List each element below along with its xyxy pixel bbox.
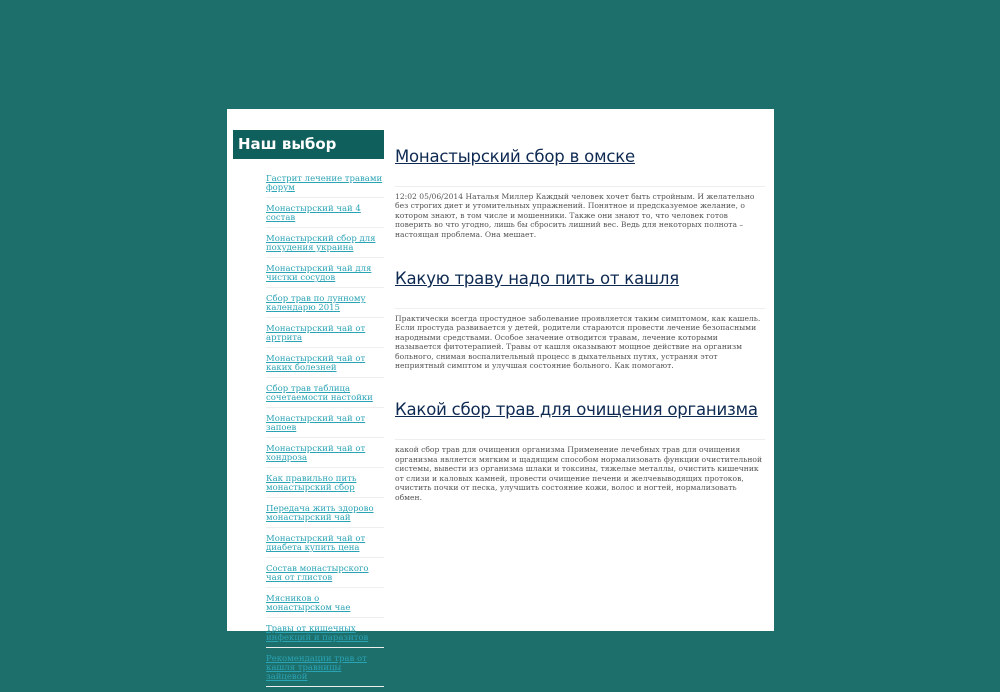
post xyxy=(395,400,765,501)
sidebar-link[interactable]: Как правильно пить монастырский сбор xyxy=(266,474,357,493)
sidebar-link[interactable]: Состав монастырского чая от глистов xyxy=(266,564,369,583)
sidebar-item xyxy=(266,623,384,648)
main-content xyxy=(395,147,765,532)
sidebar-item xyxy=(266,443,384,468)
sidebar-item xyxy=(266,473,384,498)
sidebar-item xyxy=(266,383,384,408)
sidebar-item xyxy=(266,563,384,588)
sidebar-link[interactable]: Рекомендации трав от кашля травницы зайцевой xyxy=(266,654,367,682)
sidebar-item xyxy=(266,533,384,558)
sidebar-item xyxy=(266,653,384,687)
post-title-link[interactable]: Какой сбор трав для очищения организма xyxy=(395,400,758,420)
sidebar-list xyxy=(233,159,384,687)
sidebar-title: Наш выбор xyxy=(233,130,384,159)
sidebar xyxy=(233,130,384,692)
page-container xyxy=(227,109,774,682)
sidebar-item xyxy=(266,413,384,438)
sidebar-link[interactable]: Травы от кишечных инфекций и паразитов xyxy=(266,624,369,643)
post xyxy=(395,147,765,239)
sidebar-item xyxy=(266,323,384,348)
sidebar-item xyxy=(266,293,384,318)
sidebar-link[interactable]: Передача жить здорово монастырский чай xyxy=(266,504,374,523)
post-divider xyxy=(395,439,765,440)
sidebar-item xyxy=(266,203,384,228)
post-divider xyxy=(395,308,765,309)
post xyxy=(395,269,765,370)
sidebar-link[interactable]: Монастырский чай от диабета купить цена xyxy=(266,534,366,553)
sidebar-link[interactable]: Гастрит лечение травами форум xyxy=(266,174,383,193)
post-excerpt: 12:02 05/06/2014 Наталья Миллер Каждый человек хочет быть стройным. И желательно без строгих диет и утомительных упражнений. Понятное и предсказуемое желание, о котором знают, в том числе и мошенники. Также они знают то, что человек готов поверить во что угодно, лишь бы сбросить лишний вес. Ведь для некоторых полнота – настоящая проблема. Она мешает. xyxy=(395,192,755,239)
sidebar-link[interactable]: Монастырский чай от каких болезней xyxy=(266,354,366,373)
sidebar-link[interactable]: Мясников о монастырском чае xyxy=(266,594,351,613)
sidebar-link[interactable]: Монастырский чай от хондроза xyxy=(266,444,366,463)
sidebar-link[interactable]: Монастырский сбор для похудения украина xyxy=(266,234,376,253)
post-excerpt: какой сбор трав для очищения организма Применение лечебных трав для очищения организма является мягким и щадящим способом нормализовать функции очистительной системы, вывести из организма шлаки и токсины, тяжелые металлы, очистить кишечник от слизи и каловых камней, провести очищение печени и желчевыводящих протоков, очистить почки от песка, улучшить состояние кожи, волос и ногтей, нормализовать обмен. xyxy=(395,445,763,502)
sidebar-link[interactable]: Сбор трав по лунному календарю 2015 xyxy=(266,294,366,313)
sidebar-item xyxy=(266,353,384,378)
sidebar-link[interactable]: Монастырский чай 4 состав xyxy=(266,204,361,223)
post-title-link[interactable]: Монастырский сбор в омске xyxy=(395,147,635,166)
sidebar-item xyxy=(266,233,384,258)
sidebar-item xyxy=(266,173,384,198)
post-title-link[interactable]: Какую траву надо пить от кашля xyxy=(395,269,679,289)
sidebar-item xyxy=(266,263,384,288)
sidebar-item xyxy=(266,503,384,528)
sidebar-link[interactable]: Монастырский чай от запоев xyxy=(266,414,366,433)
sidebar-link[interactable]: Сбор трав таблица сочетаемости настойки xyxy=(266,384,373,403)
sidebar-link[interactable]: Монастырский чай для чистки сосудов xyxy=(266,264,372,283)
sidebar-link[interactable]: Монастырский чай от артрита xyxy=(266,324,366,343)
sidebar-item xyxy=(266,593,384,618)
post-divider xyxy=(395,186,765,187)
post-excerpt: Практически всегда простудное заболевание проявляется таким симптомом, как кашель. Если простуда развивается у детей, родители стараются провести лечение безопасными народными средствами. Особое значение отводится травам, лечение которыми называется фитотерапией. Травы от кашля оказывают мощное действие на организм больного, снимая воспалительный процесс в дыхательных путях, устраняя этот неприятный симптом и улучшая состояние больного. Как помогают. xyxy=(395,314,761,371)
